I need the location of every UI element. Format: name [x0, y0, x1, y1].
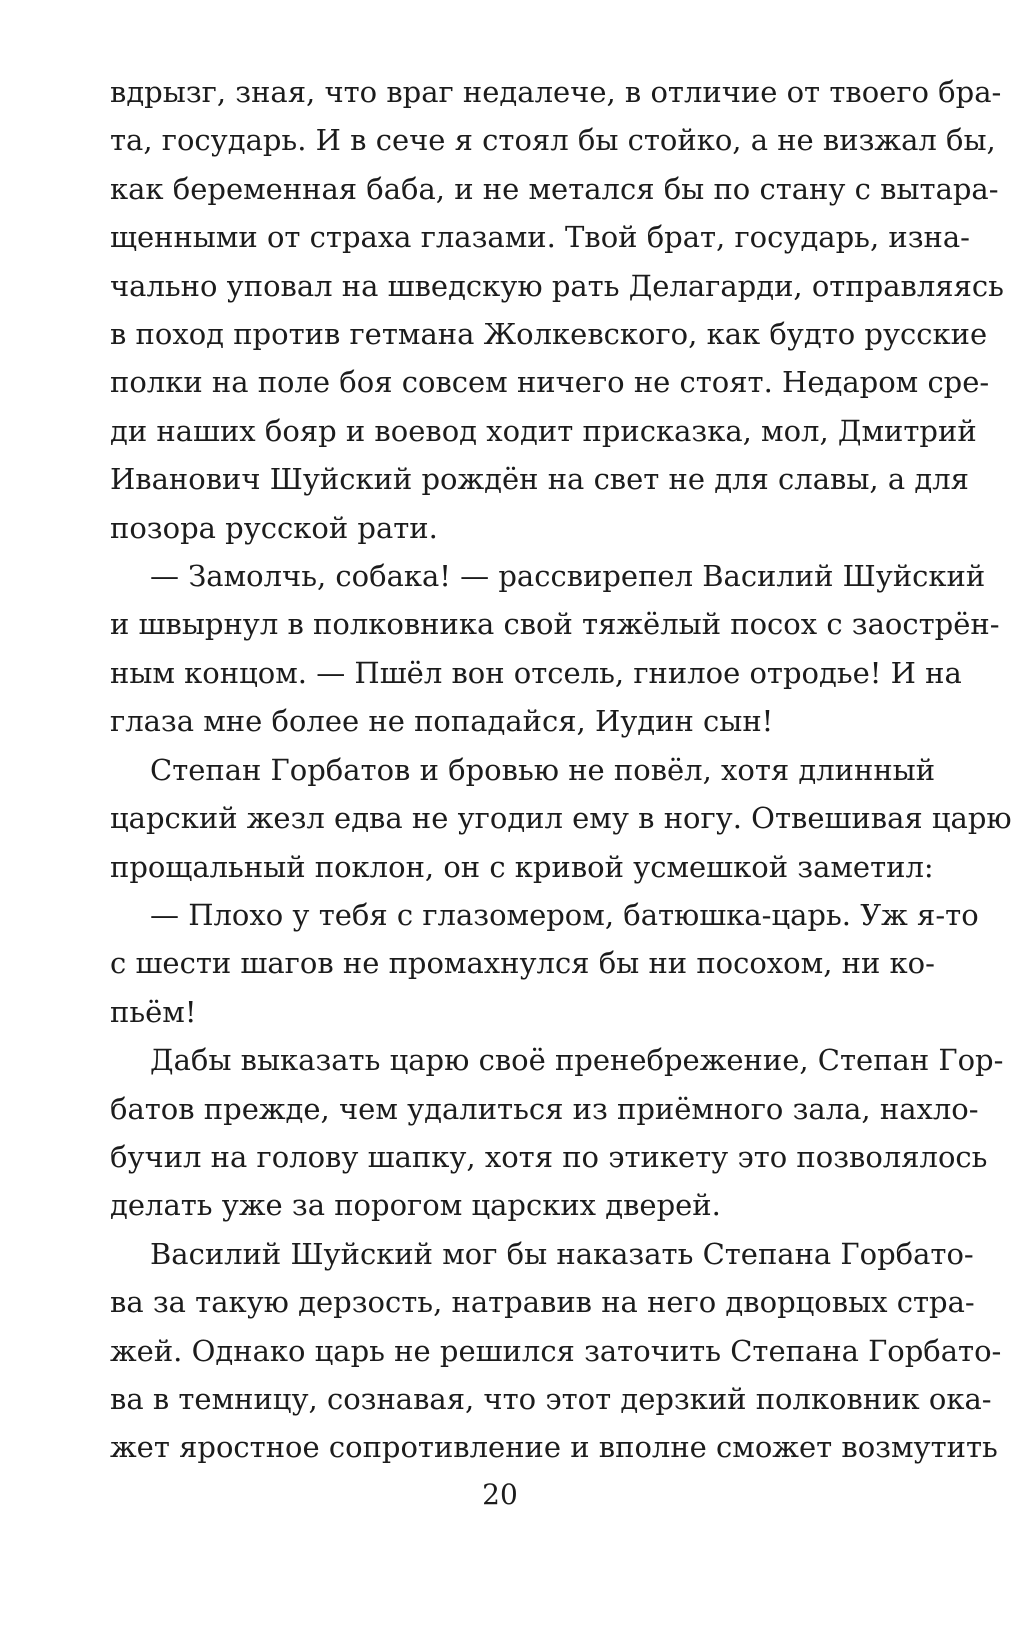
- text-line: в поход против гетмана Жолкевского, как будто русские: [110, 317, 988, 352]
- text-line: та, государь. И в сече я стоял бы стойко, а не визжал бы,: [110, 123, 996, 158]
- text-line: с шести шагов не промахнулся бы ни посохом, ни ко-: [110, 946, 935, 981]
- text-line: пьём!: [110, 994, 197, 1029]
- text-line: ди наших бояр и воевод ходит присказка, мол, Дмитрий: [110, 413, 977, 448]
- paragraph: [110, 552, 1000, 746]
- text-line: Дабы выказать царю своё пренебрежение, Степан Гор-: [150, 1043, 1004, 1078]
- text-line: Иванович Шуйский рождён на свет не для славы, а для: [110, 462, 969, 497]
- text-line: и швырнул в полковника свой тяжёлый посох с заострён-: [110, 607, 1000, 642]
- text-line: ва в темницу, сознавая, что этот дерзкий полковник ока-: [110, 1381, 992, 1416]
- text-line: батов прежде, чем удалиться из приёмного зала, нахло-: [110, 1091, 979, 1126]
- text-line: бучил на голову шапку, хотя по этикету это позволялось: [110, 1139, 988, 1174]
- text-line: вдрызг, зная, что враг недалече, в отличие от твоего бра-: [110, 75, 1002, 109]
- paragraph: [110, 68, 1004, 552]
- text-line: — Плохо у тебя с глазомером, батюшка-царь. Уж я-то: [150, 897, 979, 932]
- text-line: Василий Шуйский мог бы наказать Степана Горбато-: [150, 1236, 974, 1271]
- text-line: как беременная баба, и не метался бы по стану с вытара-: [110, 171, 999, 206]
- text-line: жет яростное сопротивление и вполне сможет возмутить: [110, 1430, 998, 1465]
- text-line: ным концом. — Пшёл вон отсель, гнилое отродье! И на: [110, 655, 962, 690]
- text-line: — Замолчь, собака! — рассвирепел Василий Шуйский: [150, 559, 986, 594]
- paragraph: [110, 746, 1012, 891]
- text-line: щенными от страха глазами. Твой брат, государь, изна-: [110, 220, 970, 255]
- text-line: ва за такую дерзость, натравив на него дворцовых стра-: [110, 1285, 975, 1320]
- paragraph: [110, 1230, 1002, 1472]
- page-number: 20: [482, 1478, 518, 1511]
- text-line: позора русской рати.: [110, 510, 438, 545]
- page-body: [110, 68, 1012, 1472]
- text-line: царский жезл едва не угодил ему в ногу. Отвешивая царю: [110, 801, 1012, 836]
- paragraph: [110, 891, 979, 1036]
- text-line: делать уже за порогом царских дверей.: [110, 1188, 721, 1223]
- text-line: прощальный поклон, он с кривой усмешкой заметил:: [110, 849, 934, 884]
- text-line: глаза мне более не попадайся, Иудин сын!: [110, 704, 774, 739]
- text-line: полки на поле боя совсем ничего не стоят. Недаром сре-: [110, 365, 990, 400]
- text-line: чально уповал на шведскую рать Делагарди, отправляясь: [110, 268, 1004, 303]
- text-line: Степан Горбатов и бровью не повёл, хотя длинный: [150, 752, 936, 787]
- text-line: жей. Однако царь не решился заточить Степана Горбато-: [110, 1333, 1002, 1368]
- paragraph: [110, 1036, 1004, 1230]
